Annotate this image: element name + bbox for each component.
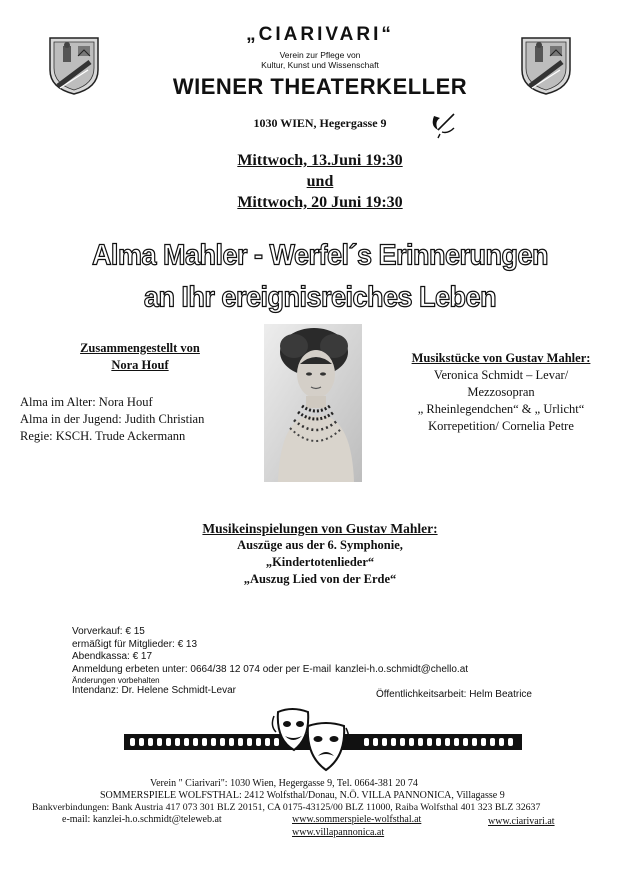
film-perforation [454, 738, 459, 746]
recordings-section [130, 520, 510, 588]
film-perforation [256, 738, 261, 746]
film-perforation [157, 738, 162, 746]
coat-of-arms-left-icon [48, 36, 100, 96]
film-perforation [400, 738, 405, 746]
film-perforation [436, 738, 441, 746]
changes-note: Änderungen vorbehalten [72, 676, 160, 685]
film-perforation [508, 738, 513, 746]
cast-item: Alma in der Jugend: Judith Christian [20, 412, 205, 426]
footer-link-sommerspiele[interactable]: www.sommerspiele-wolfsthal.at [292, 814, 422, 825]
film-perforation [175, 738, 180, 746]
theatre-masks-icon [268, 706, 352, 778]
film-perforation [148, 738, 153, 746]
film-perforation [130, 738, 135, 746]
headline-line-2: an Ihr ereignisreiches Leben [143, 281, 497, 313]
music-line: Mezzosopran [467, 385, 535, 399]
film-perforation [184, 738, 189, 746]
music-title: Musikstücke von Gustav Mahler: [411, 351, 591, 365]
recordings-line: Auszüge aus der 6. Symphonie, [237, 538, 403, 552]
film-perforation [445, 738, 450, 746]
footer-bank: Bankverbindungen: Bank Austria 417 073 301 BLZ 20151, CA 0175-43125/00 BLZ 11000, Raiba Wolfsthal 401 323 BLZ 32637 [32, 802, 541, 813]
org-subtitle-line-2: Kultur, Kunst und Wissenschaft [261, 60, 379, 70]
film-perforation [382, 738, 387, 746]
film-perforation [193, 738, 198, 746]
film-perforation [238, 738, 243, 746]
film-perforation [499, 738, 504, 746]
film-perforation [391, 738, 396, 746]
film-perforation [373, 738, 378, 746]
org-name: „CIARIVARI“ [246, 24, 394, 45]
footer-link-ciarivari[interactable]: www.ciarivari.at [488, 816, 555, 827]
date-first: Mittwoch, 13.Juni 19:30 [237, 152, 403, 169]
footer-email: e-mail: kanzlei-h.o.schmidt@teleweb.at [62, 814, 222, 825]
compiled-by-name: Nora Houf [111, 358, 169, 372]
film-perforation [166, 738, 171, 746]
film-perforation [490, 738, 495, 746]
portrait-photo [264, 324, 362, 482]
org-subtitle-line-1: Verein zur Pflege von [279, 50, 361, 60]
price-members: ermäßigt für Mitglieder: € 13 [72, 638, 198, 650]
cast-item: Alma im Alter: Nora Houf [20, 395, 153, 409]
price-box-office: Abendkassa: € 17 [72, 651, 153, 662]
price-presale: Vorverkauf: € 15 [72, 626, 145, 637]
film-perforation [409, 738, 414, 746]
director-line: Intendanz: Dr. Helene Schmidt-Levar [72, 685, 236, 696]
footer-link-villa[interactable]: www.villapannonica.at [292, 827, 385, 838]
music-line: Korrepetition/ Cornelia Petre [428, 419, 574, 433]
footer-association: Verein " Ciarivari": 1030 Wien, Hegergasse 9, Tel. 0664-381 20 74 [150, 778, 418, 789]
film-perforation [418, 738, 423, 746]
film-perforation [229, 738, 234, 746]
date-connector: und [306, 173, 334, 190]
feather-pen-icon [428, 108, 458, 140]
cast-item: Regie: KSCH. Trude Ackermann [20, 429, 186, 443]
registration-email-link[interactable]: kanzlei-h.o.schmidt@chello.at [335, 663, 469, 675]
publicity-line: Öffentlichkeitsarbeit: Helm Beatrice [376, 689, 532, 700]
registration-line [72, 664, 592, 677]
film-perforation [220, 738, 225, 746]
recordings-title: Musikeinspielungen von Gustav Mahler: [202, 521, 438, 536]
film-perforation [481, 738, 486, 746]
recordings-line: „Auszug Lied von der Erde“ [243, 572, 397, 586]
film-perforation [211, 738, 216, 746]
film-perforation [472, 738, 477, 746]
film-perforation [463, 738, 468, 746]
film-perforation [202, 738, 207, 746]
headline-line-1: Alma Mahler - Werfel´s Erinnerungen [91, 239, 549, 271]
compiled-by-label: Zusammengestellt von [80, 341, 200, 355]
music-line: Veronica Schmidt – Levar/ [433, 368, 569, 382]
film-perforation [364, 738, 369, 746]
recordings-line: „Kindertotenlieder“ [265, 555, 375, 569]
credits-heading [20, 340, 260, 374]
music-line: „ Rheinlegendchen“ & „ Urlicht“ [417, 402, 585, 416]
performance-dates [120, 150, 520, 213]
ticket-info [72, 626, 592, 698]
footer-festival: SOMMERSPIELE WOLFSTHAL: 2412 Wolfsthal/Donau, N.Ö. VILLA PANNONICA, Villagasse 9 [100, 790, 505, 801]
cast-list [20, 394, 260, 445]
coat-of-arms-right-icon [520, 36, 572, 96]
venue-address: 1030 WIEN, Hegergasse 9 [253, 116, 387, 130]
venue-title: WIENER THEATERKELLER [172, 74, 468, 99]
film-perforation [247, 738, 252, 746]
music-section [372, 350, 630, 435]
org-subtitle [180, 50, 460, 70]
date-second: Mittwoch, 20 Juni 19:30 [237, 194, 403, 211]
film-perforation [427, 738, 432, 746]
film-perforation [139, 738, 144, 746]
registration-text: Anmeldung erbeten unter: 0664/38 12 074 oder per E-mail [72, 663, 332, 675]
